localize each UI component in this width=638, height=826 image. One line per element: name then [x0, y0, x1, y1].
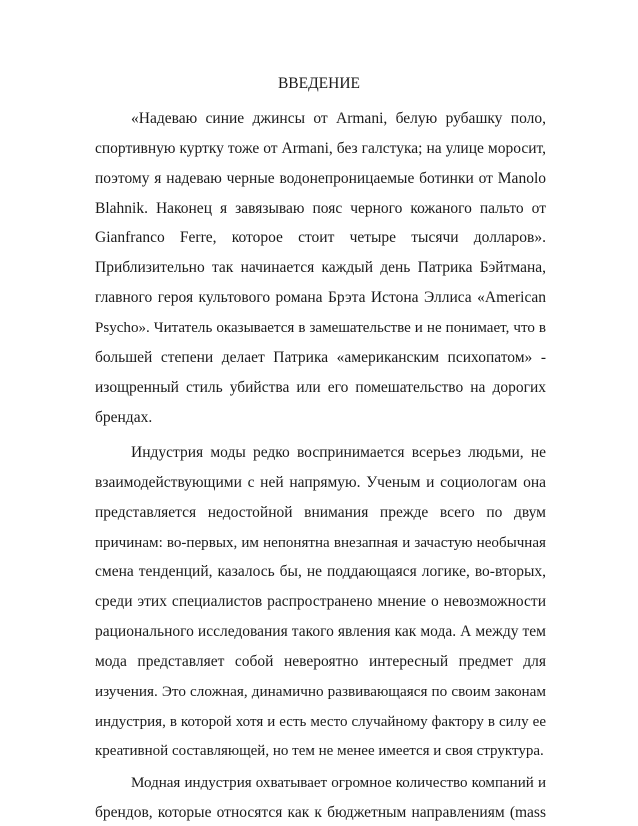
paragraph-line: мода представляет собой невероятно интересный предмет для	[95, 652, 546, 670]
paragraph-line: изучения. Это сложная, динамично развивающаяся по своим законам	[95, 682, 546, 700]
paragraph-line: спортивную куртку тоже от Armani, без галстука; на улице моросит,	[95, 139, 546, 157]
paragraph-line: причинам: во-первых, им непонятна внезапная и зачастую необычная	[95, 534, 546, 551]
paragraph-line: среди этих специалистов распространено мнение о невозможности	[95, 593, 546, 611]
paragraph-line: Gianfranco Ferre, которое стоит четыре тысячи долларов».	[95, 229, 546, 247]
paragraph-line: изощренный стиль убийства или его помешательство на дорогих	[95, 378, 546, 396]
paragraph-line: рационального исследования такого явления как мода. А между тем	[95, 623, 546, 640]
paragraph-line: индустрия, в которой хотя и есть место случайному фактору в силу ее	[95, 713, 546, 730]
paragraph-line: креативной составляющей, но тем не менее имеется и своя структура.	[95, 743, 544, 760]
paragraph-line: взаимодействующими с ней напрямую. Ученым и социологам она	[95, 473, 546, 491]
paragraph-line: брендах.	[95, 408, 153, 426]
document-title: ВВЕДЕНИЕ	[277, 75, 361, 92]
paragraph-line: брендов, которые относятся как к бюджетным направлениям (mass	[95, 804, 546, 821]
paragraph-line: Blahnik. Наконец я завязываю пояс черного кожаного пальто от	[95, 199, 546, 217]
paragraph-line: смена тенденций, казалось бы, не поддающаяся логике, во-вторых,	[95, 563, 546, 581]
paragraph-line: Psycho». Читатель оказывается в замешательстве и не понимает, что в	[95, 319, 546, 336]
paragraph-line: Индустрия моды редко воспринимается всерьез людьми, не	[131, 443, 546, 461]
paragraph-line: представляется недостойной внимания прежде всего по двум	[95, 503, 546, 521]
paragraph-line: большей степени делает Патрика «американским психопатом» -	[95, 348, 546, 366]
paragraph-line: «Надеваю синие джинсы от Armani, белую рубашку поло,	[131, 110, 546, 127]
paragraph-line: главного героя культового романа Брэта Истона Эллиса «American	[95, 289, 546, 307]
paragraph-line: поэтому я надеваю черные водонепроницаемые ботинки от Manolo	[95, 169, 546, 187]
paragraph-line: Приблизительно так начинается каждый день Патрика Бэйтмана,	[95, 259, 546, 277]
paragraph-line: Модная индустрия охватывает огромное количество компаний и	[131, 775, 546, 792]
